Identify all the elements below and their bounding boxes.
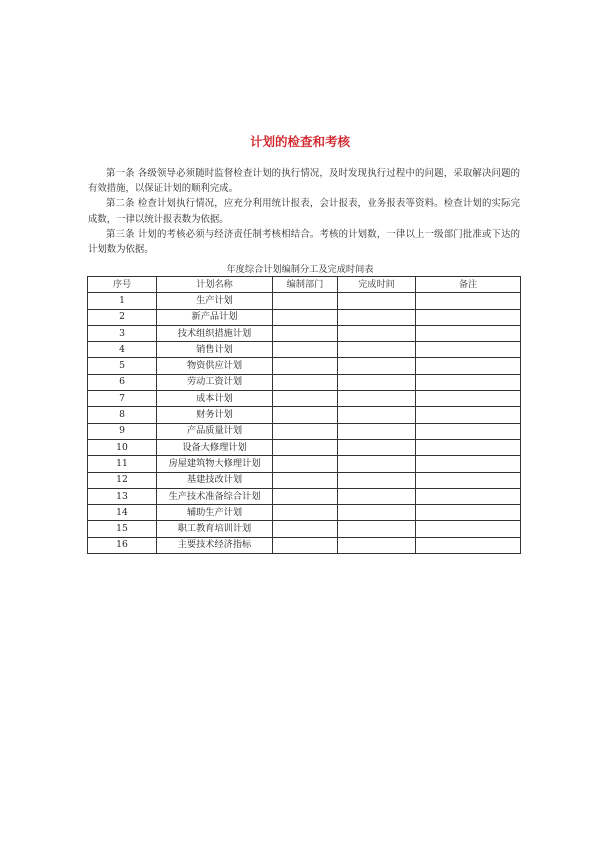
article-3: 第三条 计划的考核必须与经济责任制考核相结合。考核的计划数，一律以上一级部门批准或下达的计划数为依据。 xyxy=(88,228,520,256)
department-cell xyxy=(273,391,338,407)
remarks-cell xyxy=(416,407,521,423)
plan-schedule-table xyxy=(87,276,521,554)
remarks-cell xyxy=(416,439,521,455)
completion-time-cell xyxy=(338,309,416,325)
remarks-cell xyxy=(416,456,521,472)
remarks-cell xyxy=(416,521,521,537)
completion-time-cell xyxy=(338,521,416,537)
row-number-cell: 7 xyxy=(88,391,157,407)
plan-name-cell: 职工教育培训计划 xyxy=(157,521,273,537)
table-row xyxy=(88,358,521,374)
table-row xyxy=(88,521,521,537)
plan-name-cell: 主要技术经济指标 xyxy=(157,537,273,553)
remarks-cell xyxy=(416,358,521,374)
header-department: 编制部门 xyxy=(273,277,338,293)
remarks-cell xyxy=(416,488,521,504)
department-cell xyxy=(273,325,338,341)
department-cell xyxy=(273,423,338,439)
department-cell xyxy=(273,456,338,472)
table-row xyxy=(88,342,521,358)
row-number-cell: 4 xyxy=(88,342,157,358)
header-plan-name: 计划名称 xyxy=(157,277,273,293)
row-number-cell: 10 xyxy=(88,439,157,455)
plan-name-cell: 成本计划 xyxy=(157,391,273,407)
table-row xyxy=(88,537,521,553)
plan-name-cell: 生产计划 xyxy=(157,293,273,309)
remarks-cell xyxy=(416,537,521,553)
table-row xyxy=(88,505,521,521)
row-number-cell: 8 xyxy=(88,407,157,423)
table-row xyxy=(88,391,521,407)
document-title: 计划的检查和考核 xyxy=(249,134,350,149)
table-row xyxy=(88,309,521,325)
department-cell xyxy=(273,374,338,390)
remarks-cell xyxy=(416,391,521,407)
row-number-cell: 6 xyxy=(88,374,157,390)
completion-time-cell xyxy=(338,293,416,309)
table-row xyxy=(88,423,521,439)
department-cell xyxy=(273,521,338,537)
completion-time-cell xyxy=(338,374,416,390)
plan-name-cell: 基建技改计划 xyxy=(157,472,273,488)
table-row xyxy=(88,407,521,423)
plan-name-cell: 技术组织措施计划 xyxy=(157,325,273,341)
row-number-cell: 5 xyxy=(88,358,157,374)
header-no: 序号 xyxy=(88,277,157,293)
remarks-cell xyxy=(416,505,521,521)
completion-time-cell xyxy=(338,391,416,407)
completion-time-cell xyxy=(338,472,416,488)
completion-time-cell xyxy=(338,537,416,553)
department-cell xyxy=(273,488,338,504)
table-row xyxy=(88,456,521,472)
table-body xyxy=(88,293,521,554)
header-completion-time: 完成时间 xyxy=(338,277,416,293)
department-cell xyxy=(273,505,338,521)
table-row xyxy=(88,488,521,504)
completion-time-cell xyxy=(338,488,416,504)
header-remarks: 备注 xyxy=(416,277,521,293)
article-2: 第二条 检查计划执行情况，应充分利用统计报表，会计报表，业务报表等资料。检查计划的实际完成数，一律以统计报表数为依据。 xyxy=(88,198,520,225)
plan-name-cell: 设备大修理计划 xyxy=(157,439,273,455)
remarks-cell xyxy=(416,293,521,309)
plan-name-cell: 财务计划 xyxy=(157,407,273,423)
department-cell xyxy=(273,472,338,488)
plan-name-cell: 劳动工资计划 xyxy=(157,374,273,390)
table-row xyxy=(88,325,521,341)
table-row xyxy=(88,472,521,488)
row-number-cell: 12 xyxy=(88,472,157,488)
remarks-cell xyxy=(416,472,521,488)
row-number-cell: 3 xyxy=(88,325,157,341)
article-1: 第一条 各级领导必须随时监督检查计划的执行情况，及时发现执行过程中的问题，采取解决问题的有效措施，以保证计划的顺利完成。 xyxy=(88,168,520,195)
plan-name-cell: 辅助生产计划 xyxy=(157,505,273,521)
completion-time-cell xyxy=(338,505,416,521)
body-text xyxy=(88,166,520,257)
completion-time-cell xyxy=(338,439,416,455)
table-row xyxy=(88,293,521,309)
department-cell xyxy=(273,309,338,325)
row-number-cell: 9 xyxy=(88,423,157,439)
plan-name-cell: 房屋建筑物大修理计划 xyxy=(157,456,273,472)
table-header-row xyxy=(88,277,521,293)
plan-name-cell: 新产品计划 xyxy=(157,309,273,325)
remarks-cell xyxy=(416,309,521,325)
table-row xyxy=(88,374,521,390)
row-number-cell: 14 xyxy=(88,505,157,521)
plan-name-cell: 销售计划 xyxy=(157,342,273,358)
plan-name-cell: 产品质量计划 xyxy=(157,423,273,439)
row-number-cell: 2 xyxy=(88,309,157,325)
completion-time-cell xyxy=(338,342,416,358)
table-caption: 年度综合计划编制分工及完成时间表 xyxy=(226,264,374,275)
remarks-cell xyxy=(416,374,521,390)
completion-time-cell xyxy=(338,325,416,341)
table-row xyxy=(88,439,521,455)
completion-time-cell xyxy=(338,423,416,439)
row-number-cell: 1 xyxy=(88,293,157,309)
department-cell xyxy=(273,358,338,374)
completion-time-cell xyxy=(338,456,416,472)
remarks-cell xyxy=(416,423,521,439)
row-number-cell: 15 xyxy=(88,521,157,537)
completion-time-cell xyxy=(338,407,416,423)
plan-name-cell: 生产技术准备综合计划 xyxy=(157,488,273,504)
completion-time-cell xyxy=(338,358,416,374)
row-number-cell: 13 xyxy=(88,488,157,504)
department-cell xyxy=(273,293,338,309)
department-cell xyxy=(273,537,338,553)
department-cell xyxy=(273,407,338,423)
remarks-cell xyxy=(416,342,521,358)
department-cell xyxy=(273,439,338,455)
row-number-cell: 11 xyxy=(88,456,157,472)
row-number-cell: 16 xyxy=(88,537,157,553)
remarks-cell xyxy=(416,325,521,341)
plan-name-cell: 物资供应计划 xyxy=(157,358,273,374)
department-cell xyxy=(273,342,338,358)
